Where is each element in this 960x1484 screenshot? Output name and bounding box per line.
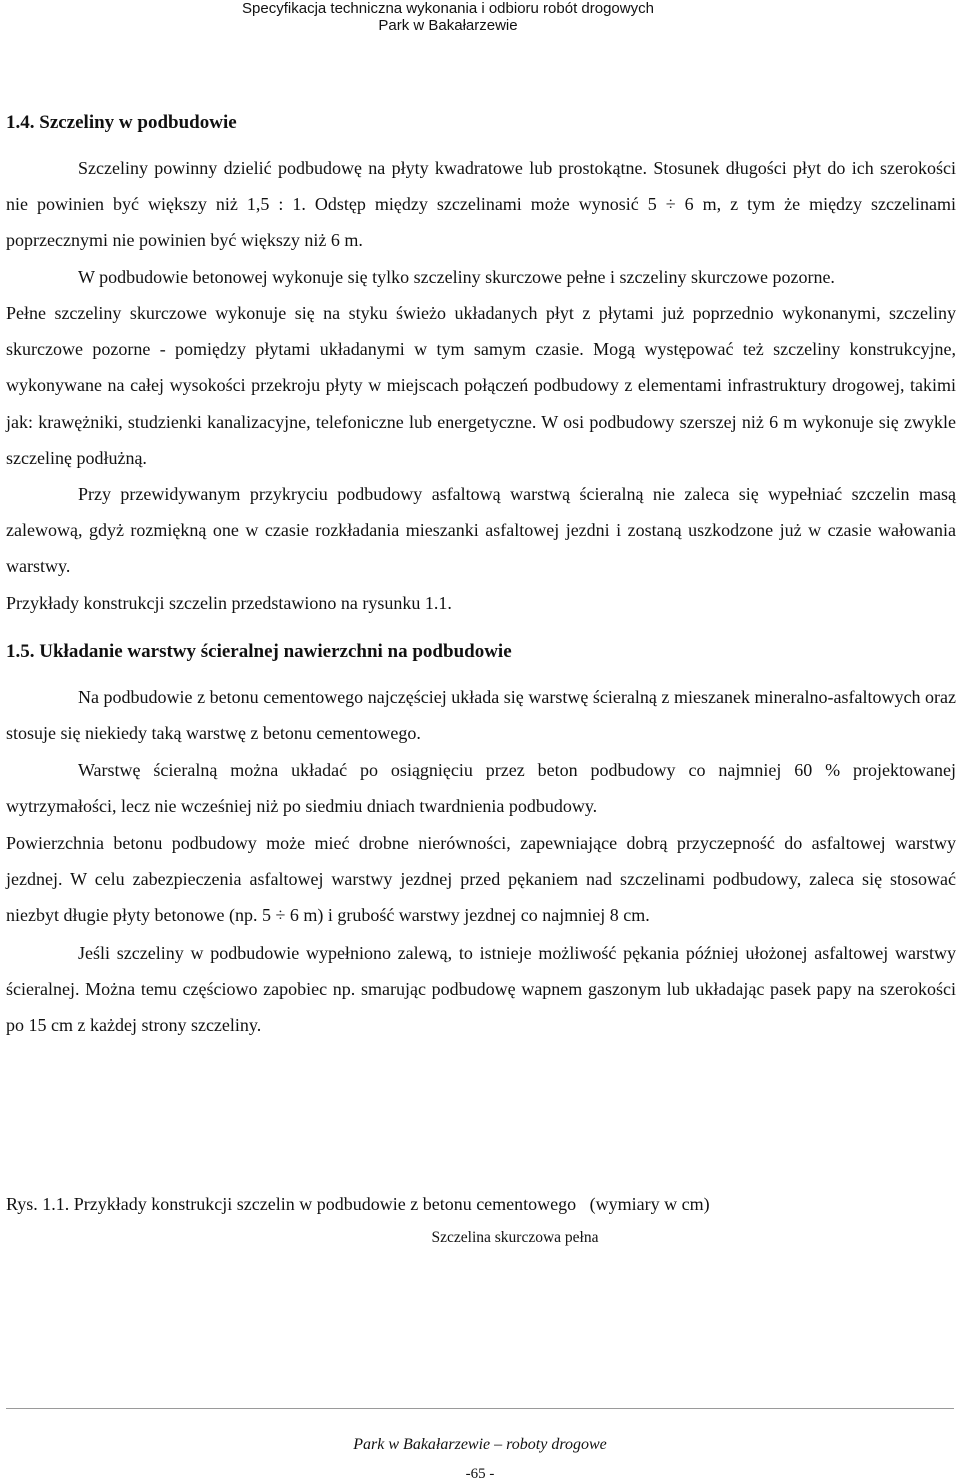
paragraph: Szczeliny powinny dzielić podbudowę na płyty kwadratowe lub prostokątne. Stosunek długości płyt do ich szerokości nie powinien być większy niż 1,5 : 1. Odstęp między szczelinami może wynosić 5 ÷ 6 m, z tym że między szczelinami poprzecznymi nie powinien być większy niż 6 m.: [6, 158, 956, 251]
paragraph: W podbudowie betonowej wykonuje się tylko szczeliny skurczowe pełne i szczeliny skurczowe pozorne.: [78, 267, 835, 287]
section-heading-1-4: 1.4. Szczeliny w podbudowie: [6, 112, 237, 133]
paragraph: Na podbudowie z betonu cementowego najczęściej układa się warstwę ścieralną z mieszanek mineralno-asfaltowych oraz stosuje się niekiedy taką warstwę z betonu cementowego.: [6, 687, 956, 744]
page-number: -65 -: [465, 1466, 495, 1482]
paragraph: Powierzchnia betonu podbudowy może mieć drobne nierówności, zapewniające dobrą przyczepność do asfaltowej warstwy jezdnej. W celu zabezpieczenia asfaltowej warstwy jezdnej przed pękaniem nad szczelinami podbudowy, zaleca się stosować niezbyt długie płyty betonowe (np. 5 ÷ 6 m) i grubość warstwy jezdnej co najmniej 8 cm.: [6, 833, 956, 926]
paragraph: Przykłady konstrukcji szczelin przedstawiono na rysunku 1.1.: [6, 593, 452, 613]
footer-divider: [6, 1408, 954, 1409]
paragraph: Jeśli szczeliny w podbudowie wypełniono zalewą, to istnieje możliwość pękania później ułożonej asfaltowej warstwy ścieralnej. Można temu częściowo zapobiec np. smarując podbudowę wapnem gaszonym lub układając pasek papy na szerokości po 15 cm z każdej strony szczeliny.: [6, 943, 956, 1036]
footer-title: Park w Bakałarzewie – roboty drogowe: [353, 1436, 607, 1453]
page-header: [228, 0, 668, 34]
paragraph: Warstwę ścieralną można układać po osiągnięciu przez beton podbudowy co najmniej 60 % projektowanej wytrzymałości, lecz nie wcześniej niż po siedmiu dniach twardnienia podbudowy.: [6, 760, 956, 817]
figure-caption: Rys. 1.1. Przykłady konstrukcji szczelin w podbudowie z betonu cementowego (wymiary w cm): [6, 1194, 710, 1214]
figure-subcaption: Szczelina skurczowa pełna: [431, 1229, 599, 1246]
header-subtitle: Park w Bakałarzewie: [378, 17, 518, 34]
section-heading-1-5: 1.5. Układanie warstwy ścieralnej nawierzchni na podbudowie: [6, 641, 512, 662]
paragraph: Przy przewidywanym przykryciu podbudowy asfaltową warstwą ścieralną nie zaleca się wypełniać szczelin masą zalewową, gdyż rozmiękną one w czasie rozkładania mieszanki asfaltowej jezdni i zostaną uszkodzone już w czasie wałowania warstwy.: [6, 484, 956, 577]
paragraph: Pełne szczeliny skurczowe wykonuje się na styku świeżo układanych płyt z płytami już poprzednio wykonanymi, szczeliny skurczowe pozorne - pomiędzy płytami układanymi w tym samym czasie. Mogą występować też szczeliny konstrukcyjne, wykonywane na całej wysokości przekroju płyty w miejscach połączeń podbudowy z elementami infrastruktury drogowej, takimi jak: krawężniki, studzienki kanalizacyjne, telefoniczne lub energetyczne. W osi podbudowy szerszej niż 6 m wykonuje się zwykle szczelinę podłużną.: [6, 303, 956, 468]
header-title: Specyfikacja techniczna wykonania i odbioru robót drogowych: [242, 0, 654, 17]
